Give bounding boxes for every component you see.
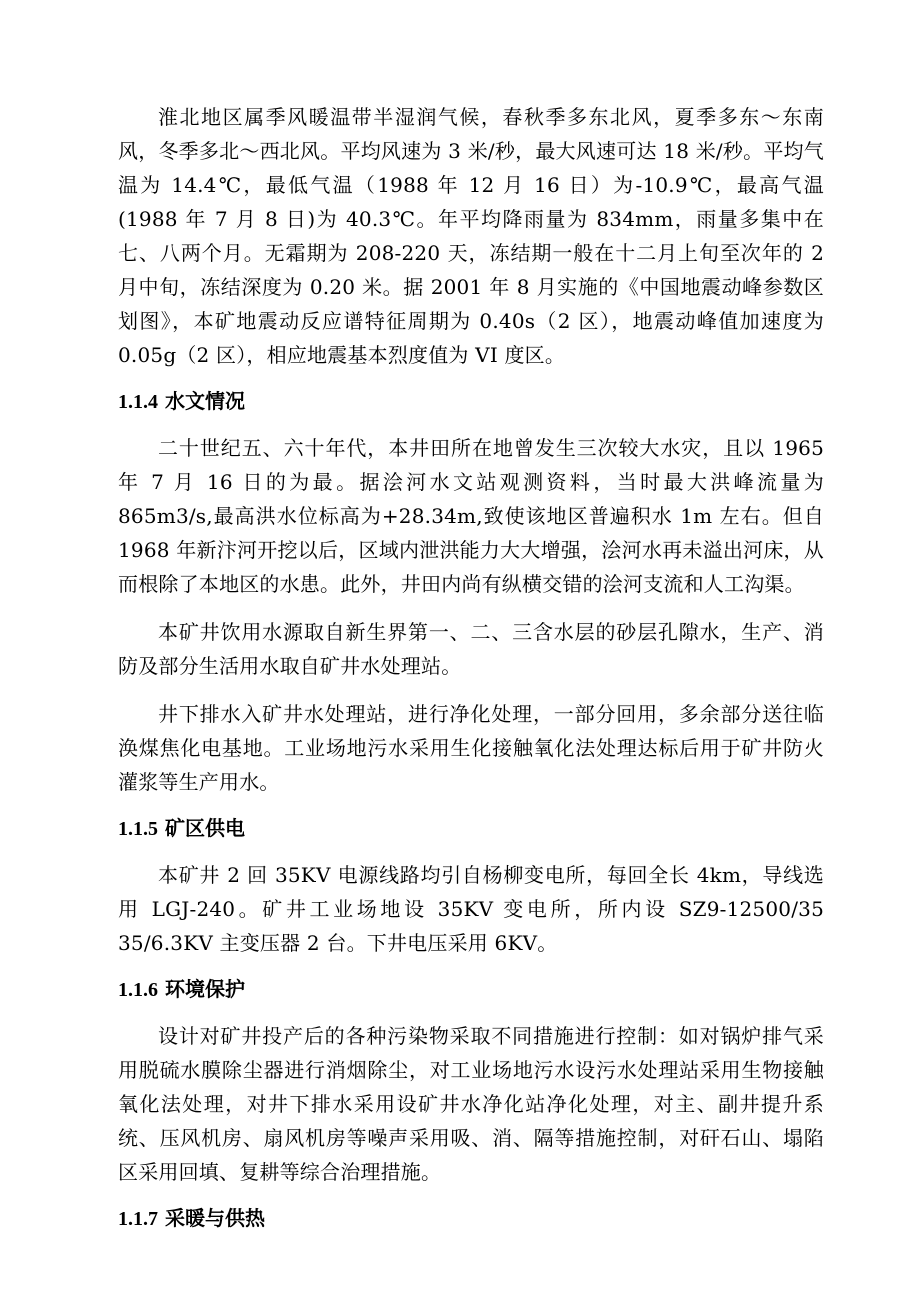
section-heading-environment — [118, 972, 824, 1007]
section-title: 采暖与供热 — [164, 1206, 265, 1230]
section-heading-heating — [118, 1201, 824, 1236]
section-title: 环境保护 — [164, 977, 245, 1001]
section-number: 1.1.6 — [118, 979, 158, 1001]
paragraph-environment-protection: 设计对矿井投产后的各种污染物采取不同措施进行控制：如对锅炉排气采用脱硫水膜除尘器进行消烟除尘，对工业场地污水设污水处理站采用生物接触氧化法处理，对井下排水采用设矿井水净化站净化处理，对主、副井提升系统、压风机房、扇风机房等噪声采用吸、消、隔等措施控制，对矸石山、塌陷区采用回填、复耕等综合治理措施。 — [118, 1024, 824, 1184]
paragraph-hydrology-water-source: 本矿井饮用水源取自新生界第一、二、三含水层的砂层孔隙水，生产、消防及部分生活用水取自矿井水处理站。 — [118, 620, 824, 678]
section-heading-power — [118, 811, 824, 846]
section-number: 1.1.5 — [118, 818, 158, 840]
section-number: 1.1.4 — [118, 391, 158, 413]
section-heading-hydrology — [118, 384, 824, 419]
paragraph-power-supply: 本矿井 2 回 35KV 电源线路均引自杨柳变电所，每回全长 4km，导线选用 LGJ-240。矿井工业场地设 35KV 变电所，所内设 SZ9-12500/35 35/6.3KV 主变压器 2 台。下井电压采用 6KV。 — [118, 863, 845, 955]
paragraph-hydrology-flood: 二十世纪五、六十年代，本井田所在地曾发生三次较大水灾，且以 1965 年 7 月 16 日的为最。据浍河水文站观测资料，当时最大洪峰流量为 865m3/s,最高洪水位标高为+28.34m,致使该地区普遍积水 1m 左右。但自 1968 年新汴河开挖以后，区域内泄洪能力大大增强，浍河水再未溢出河床，从而根除了本地区的水患。此外，井田内尚有纵横交错的浍河支流和人工沟渠。 — [118, 436, 824, 596]
section-title: 水文情况 — [164, 389, 245, 413]
section-number: 1.1.7 — [118, 1208, 158, 1230]
paragraph-climate: 淮北地区属季风暖温带半湿润气候，春秋季多东北风，夏季多东～东南风，冬季多北～西北风。平均风速为 3 米/秒，最大风速可达 18 米/秒。平均气温为 14.4℃，最低气温（1988 年 12 月 16 日）为-10.9℃，最高气温(1988 年 7 月 8 日)为 40.3℃。年平均降雨量为 834mm，雨量多集中在七、八两个月。无霜期为 208-220 天，冻结期一般在十二月上旬至次年的 2 月中旬，冻结深度为 0.20 米。据 2001 年 8 月实施的《中国地震动峰参数区划图》，本矿地震动反应谱特征周期为 0.40s（2 区），地震动峰值加速度为 0.05g（2 区），相应地震基本烈度值为 VI 度区。 — [118, 105, 824, 367]
section-title: 矿区供电 — [164, 816, 245, 840]
document-body — [118, 100, 845, 1248]
paragraph-hydrology-drainage: 井下排水入矿井水处理站，进行净化处理，一部分回用，多余部分送往临涣煤焦化电基地。工业场地污水采用生化接触氧化法处理达标后用于矿井防火灌浆等生产用水。 — [118, 702, 824, 794]
